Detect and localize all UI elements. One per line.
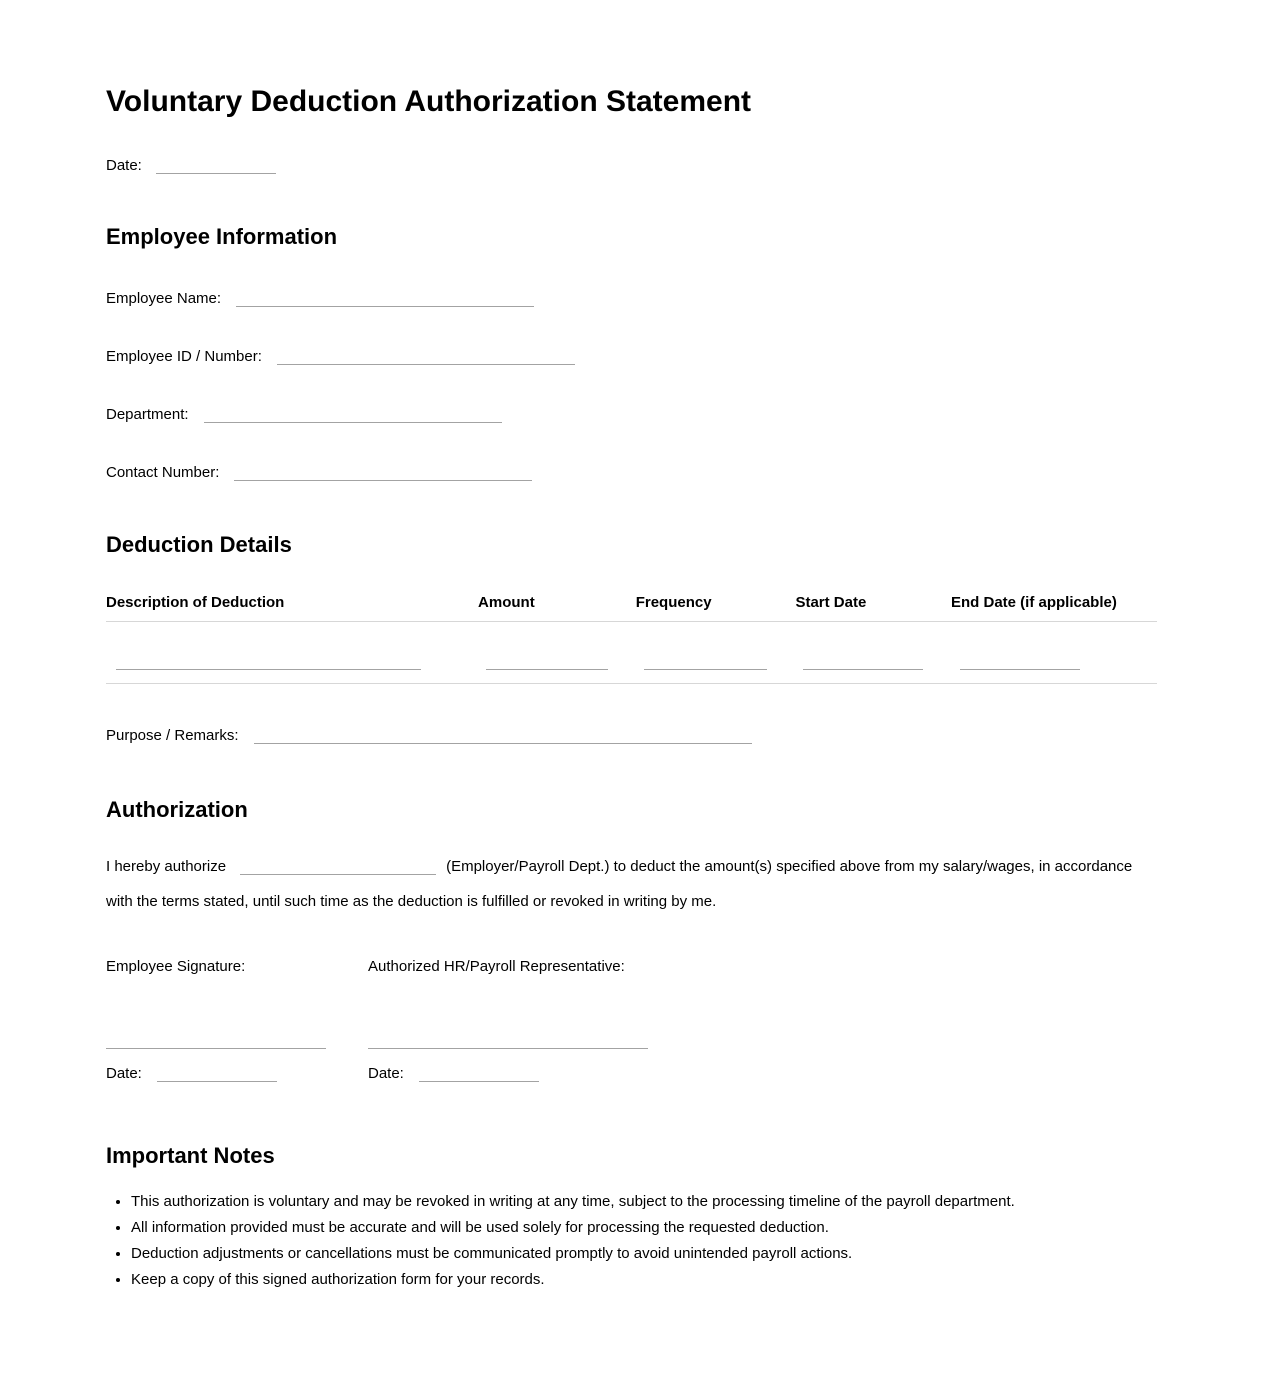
authorization-statement (106, 849, 1157, 919)
purpose-remarks-row (106, 726, 1157, 745)
note-item: • This authorization is voluntary and may be revoked in writing at any time, subject to the processing timeline of the payroll department. (131, 1193, 1157, 1211)
deduction-details-heading: Deduction Details (106, 532, 292, 557)
employee-name-label: Employee Name: (106, 290, 222, 307)
employee-signature-date-blank (157, 1068, 277, 1082)
signature-block (106, 957, 1157, 1083)
purpose-remarks-label: Purpose / Remarks: (106, 727, 239, 744)
column-header-frequency: Frequency (635, 594, 712, 611)
employee-id-label: Employee ID / Number: (106, 348, 262, 365)
column-header-start-date: Start Date (795, 594, 867, 611)
employer-name-blank (240, 861, 436, 875)
department-label: Department: (106, 406, 189, 423)
note-item: • All information provided must be accurate and will be used solely for processing the requested deduction. (131, 1219, 1157, 1237)
contact-number-row (106, 463, 1157, 482)
column-header-amount: Amount (478, 594, 535, 611)
start-date-blank (803, 656, 923, 670)
employee-name-blank (236, 293, 534, 307)
purpose-remarks-blank (254, 730, 752, 744)
employee-id-row (106, 347, 1157, 366)
form-date-blank (156, 160, 276, 174)
employee-signature-date-row (106, 1064, 368, 1083)
form-date-label: Date: (106, 157, 142, 174)
contact-number-label: Contact Number: (106, 464, 220, 481)
hr-signature-date-label: Date: (368, 1065, 404, 1082)
employee-id-blank (277, 351, 575, 365)
deduction-table-header (106, 594, 1157, 622)
hr-signature-date-row (368, 1064, 768, 1083)
column-header-end-date: End Date (if applicable) (950, 594, 1117, 611)
form-date-row (106, 156, 1157, 175)
hr-representative-label: Authorized HR/Payroll Representative: (368, 958, 625, 975)
note-item: • Deduction adjustments or cancellations must be communicated promptly to avoid unintended payroll actions. (131, 1245, 1157, 1263)
important-notes-list (106, 1193, 1157, 1289)
contact-number-blank (234, 467, 532, 481)
authorization-heading: Authorization (106, 797, 248, 822)
department-blank (204, 409, 502, 423)
amount-blank (486, 656, 608, 670)
end-date-blank (960, 656, 1080, 670)
important-notes-heading: Important Notes (106, 1143, 275, 1168)
description-blank (116, 656, 421, 670)
frequency-blank (644, 656, 767, 670)
deduction-table-row (106, 622, 1157, 684)
deduction-table (106, 594, 1157, 684)
hr-signature-column (368, 957, 768, 1083)
employee-information-heading: Employee Information (106, 224, 338, 249)
column-header-description: Description of Deduction (106, 594, 285, 611)
authorization-statement-suffix: (Employer/Payroll Dept.) to deduct the amount(s) specified above from my salary/wages, in accordance with the terms stated, until such time as the deduction is fulfilled or revoked in writing by me. (106, 858, 1133, 910)
employee-name-row (106, 289, 1157, 308)
note-item: • Keep a copy of this signed authorization form for your records. (131, 1271, 1157, 1289)
authorization-statement-prefix: I hereby authorize (106, 858, 227, 875)
page-title: Voluntary Deduction Authorization Statement (106, 85, 752, 118)
department-row (106, 405, 1157, 424)
hr-signature-line (368, 1048, 648, 1049)
hr-signature-date-blank (419, 1068, 539, 1082)
employee-signature-line (106, 1048, 326, 1049)
employee-signature-date-label: Date: (106, 1065, 142, 1082)
employee-signature-column (106, 957, 368, 1083)
employee-signature-label: Employee Signature: (106, 958, 246, 975)
